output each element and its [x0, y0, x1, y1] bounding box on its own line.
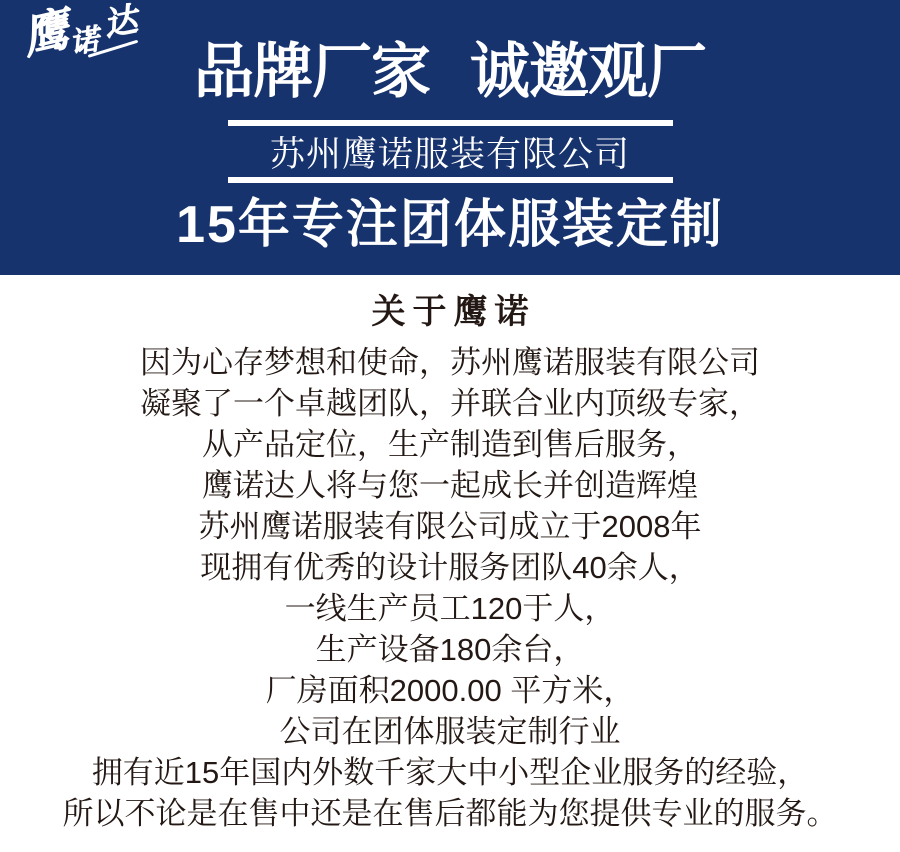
- about-paragraph: [0, 342, 900, 834]
- about-heading: 关于鹰诺: [371, 293, 536, 331]
- about-section: [0, 291, 900, 834]
- banner-title-part1: 品牌厂家: [194, 38, 430, 105]
- about-line: 厂房面积2000.00 平方米，: [265, 673, 635, 708]
- banner-title-part2: 诚邀观厂: [470, 38, 706, 105]
- header-banner: [0, 0, 900, 275]
- about-line: 生产设备180余台，: [315, 632, 585, 667]
- about-line: 拥有近15年国内外数千家大中小型企业服务的经验，: [91, 755, 809, 790]
- about-line: 所以不论是在售中还是在售后都能为您提供专业的服务。: [62, 796, 838, 831]
- divider-line-top: [228, 120, 673, 126]
- logo-char-nuo: 诺: [67, 23, 102, 60]
- company-name: 苏州鹰诺服装有限公司: [269, 135, 630, 174]
- about-line: 公司在团体服装定制行业: [279, 714, 621, 749]
- about-line: 苏州鹰诺服装有限公司成立于2008年: [198, 509, 702, 544]
- about-line: 凝聚了一个卓越团队，并联合业内顶级专家，: [140, 386, 760, 421]
- banner-tagline: 15年专注团体服装定制: [176, 196, 724, 254]
- about-line: 一线生产员工120于人，: [284, 591, 616, 626]
- logo-char-ying: 鹰: [16, 2, 74, 64]
- about-line: 因为心存梦想和使命，苏州鹰诺服装有限公司: [140, 345, 760, 380]
- logo-char-da: 达: [100, 0, 140, 43]
- about-line: 从产品定位，生产制造到售后服务，: [202, 427, 698, 462]
- banner-main-title: [194, 38, 706, 105]
- yingnuoda-brand-logo: [16, 0, 140, 64]
- divider-line-bottom: [228, 177, 673, 183]
- about-line: 现拥有优秀的设计服务团队40余人，: [200, 550, 700, 585]
- about-line: 鹰诺达人将与您一起成长并创造辉煌: [202, 468, 698, 503]
